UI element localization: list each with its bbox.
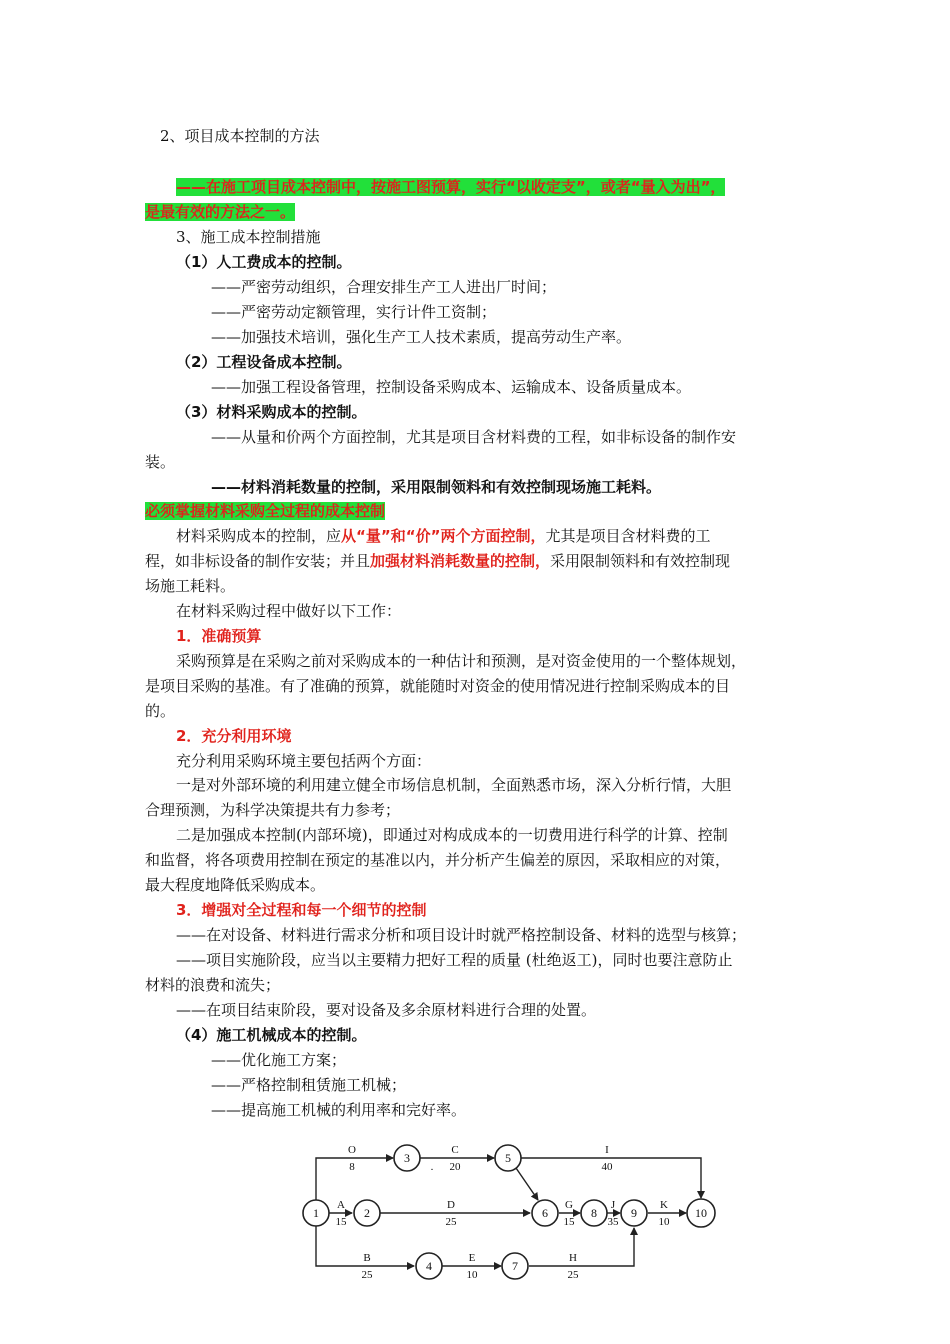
material-paragraph-line-3: 场施工耗料。: [145, 577, 236, 595]
activity-name: D: [447, 1199, 455, 1211]
activity-duration: 25: [361, 1269, 373, 1281]
must-master-text: 必须掌握材料采购全过程的成本控制: [145, 502, 386, 520]
edge-H: [529, 1228, 634, 1266]
machinery-item: ——严格控制租赁施工机械；: [211, 1076, 407, 1094]
activity-name: G: [565, 1199, 573, 1211]
node-label: 5: [505, 1151, 511, 1165]
work-1-line: 的。: [145, 702, 176, 720]
work-2-line: 一是对外部环境的利用建立健全市场信息机制，全面熟悉市场，深入分析行情，大胆: [176, 776, 732, 794]
para-text: 采用限制领料和有效控制现: [550, 552, 731, 570]
must-master-heading: [145, 501, 385, 521]
activity-name: O: [348, 1144, 356, 1156]
node-label: 3: [404, 1151, 410, 1165]
highlight-text-1: ——在施工项目成本控制中，按施工图预算，实行“以收定支”，或者“量入为出”，: [176, 178, 726, 196]
highlight-line-2: [145, 202, 295, 222]
activity-name: I: [605, 1144, 609, 1156]
work-1-title: 1．准确预算: [176, 627, 262, 645]
work-3-line: ——项目实施阶段，应当以主要精力把好工程的质量 (杜绝返工)，同时也要注意防止: [176, 951, 733, 969]
section-3-title: 3、施工成本控制措施: [176, 228, 321, 246]
machinery-item: ——优化施工方案；: [211, 1051, 347, 1069]
activity-name: C: [451, 1144, 459, 1156]
section-2-title: 2、项目成本控制的方法: [160, 127, 320, 145]
edge-dummy: [516, 1168, 538, 1200]
work-3-line: ——在对设备、材料进行需求分析和项目设计时就严格控制设备、材料的选型与核算；: [176, 926, 747, 944]
para-emphasis: 加强材料消耗数量的控制，: [370, 552, 551, 570]
node-label: 10: [695, 1206, 707, 1220]
activity-duration: 40: [601, 1161, 613, 1173]
activity-name: B: [363, 1252, 371, 1264]
activity-duration: 15: [563, 1216, 575, 1228]
activity-duration: 25: [445, 1216, 457, 1228]
para-text: 材料采购成本的控制，应: [176, 527, 342, 545]
work-2-line: 二是加强成本控制(内部环境)，即通过对构成成本的一切费用进行科学的计算、控制: [176, 826, 728, 844]
network-diagram: [290, 1130, 730, 1290]
machinery-cost-title: （4）施工机械成本的控制。: [176, 1026, 367, 1044]
work-intro: 在材料采购过程中做好以下工作：: [176, 602, 402, 620]
labor-cost-title: （1）人工费成本的控制。: [176, 253, 352, 271]
work-2-intro: 充分利用采购环境主要包括两个方面：: [176, 752, 432, 770]
activity-name: J: [610, 1199, 616, 1211]
para-emphasis: 从“量”和“价”两个方面控制，: [341, 527, 546, 545]
machinery-item: ——提高施工机械的利用率和完好率。: [211, 1101, 467, 1119]
activity-name: H: [569, 1252, 577, 1264]
activity-duration: 25: [567, 1269, 579, 1281]
labor-item: ——严密劳动组织，合理安排生产工人进出厂时间；: [211, 278, 557, 296]
activity-name: K: [660, 1199, 668, 1211]
activity-duration: 20: [449, 1161, 461, 1173]
work-1-line: 是项目采购的基准。有了准确的预算，就能随时对资金的使用情况进行控制采购成本的目: [145, 677, 731, 695]
labor-item: ——严密劳动定额管理，实行计件工资制；: [211, 303, 497, 321]
para-text: 尤其是项目含材料费的工: [545, 527, 711, 545]
work-2-line: 最大程度地降低采购成本。: [145, 876, 326, 894]
activity-duration: 10: [466, 1269, 478, 1281]
material-item-1b: 装。: [145, 453, 176, 471]
activity-name: A: [337, 1199, 345, 1211]
activity-duration: 10: [658, 1216, 670, 1228]
activity-duration: 8: [349, 1161, 355, 1173]
node-label: 4: [426, 1259, 432, 1273]
highlight-line-1: [176, 177, 725, 197]
node-label: 1: [313, 1206, 319, 1220]
work-2-line: 合理预测，为科学决策提共有力参考；: [145, 801, 401, 819]
node-label: 2: [364, 1206, 370, 1220]
activity-duration: 35: [607, 1216, 619, 1228]
equipment-cost-title: （2）工程设备成本控制。: [176, 353, 352, 371]
labor-item: ——加强技术培训，强化生产工人技术素质，提高劳动生产率。: [211, 328, 632, 346]
node-label: 8: [591, 1206, 597, 1220]
material-paragraph-line-2: [145, 551, 730, 571]
node-label: 7: [512, 1259, 518, 1273]
work-3-line: 材料的浪费和流失；: [145, 976, 281, 994]
material-item-2: ——材料消耗数量的控制，采用限制领料和有效控制现场施工耗料。: [211, 478, 662, 496]
work-1-line: 采购预算是在采购之前对采购成本的一种估计和预测，是对资金使用的一个整体规划，: [176, 652, 747, 670]
work-2-line: 和监督，将各项费用控制在预定的基准以内，并分析产生偏差的原因，采取相应的对策，: [145, 851, 731, 869]
work-3-title: 3．增强对全过程和每一个细节的控制: [176, 901, 427, 919]
node-label: 6: [542, 1206, 548, 1220]
para-text: 程，如非标设备的制作安装；并且: [145, 552, 371, 570]
material-item-1a: ——从量和价两个方面控制，尤其是项目含材料费的工程，如非标设备的制作安: [211, 428, 737, 446]
work-3-line: ——在项目结束阶段，要对设备及多余原材料进行合理的处置。: [176, 1001, 597, 1019]
work-2-title: 2．充分利用环境: [176, 727, 292, 745]
activity-name: E: [468, 1252, 476, 1264]
activity-duration: 15: [335, 1216, 347, 1228]
material-paragraph-line-1: [176, 526, 710, 546]
dot-mark: .: [430, 1161, 434, 1173]
node-label: 9: [631, 1206, 637, 1220]
highlight-text-2: 是最有效的方法之一。: [145, 203, 296, 221]
material-cost-title: （3）材料采购成本的控制。: [176, 403, 367, 421]
equipment-item: ——加强工程设备管理，控制设备采购成本、运输成本、设备质量成本。: [211, 378, 692, 396]
